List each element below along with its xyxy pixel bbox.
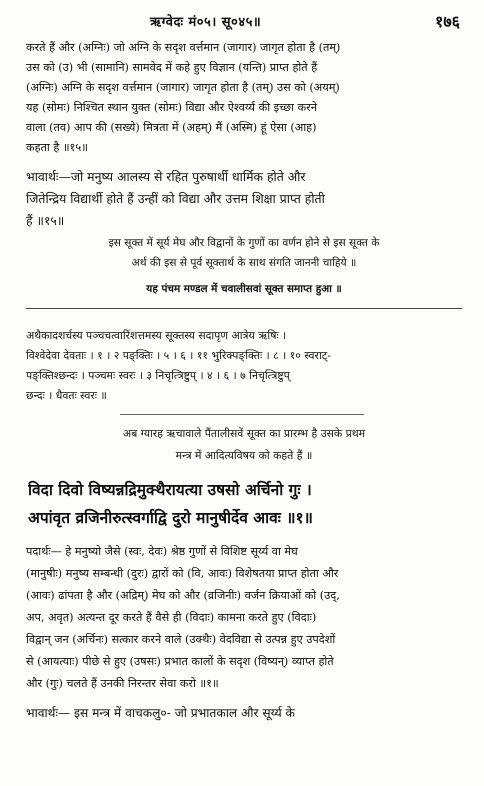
text-line: यह (सोमः) निश्चित स्थान युक्त (सोमः) विद्या और ऐश्वर्य्य की इच्छा करने xyxy=(26,101,317,114)
intro-line: मन्त्र में आदित्यविषय को कहते हैं ॥ xyxy=(175,449,313,462)
text-line: (अग्निः) अग्नि के सदृश वर्त्तमान (जागार) जागृत होता है (तम्) उस को (अयम्) xyxy=(26,81,340,94)
text-line: करते हैं और (अग्निः) जो अग्नि के सदृश वर्त्तमान (जागार) जागृत होता है (तम्) xyxy=(26,41,341,54)
text-line: उस को (उ) भी (सामानि) सामवेद में कहे हुए विज्ञान (यन्ति) प्राप्त होते हैं xyxy=(26,61,318,74)
metadata-line: अथैकादशर्चस्य पञ्चचत्वारिंशत्तमस्य सूक्तस्य सदापृण आत्रेय ऋषिः । xyxy=(26,329,287,342)
sukta-completion: यह पंचम मण्डल में चवालीसवां सूक्त समाप्त हुआ ॥ xyxy=(146,283,342,295)
mantra-line: अपांवृत व्रजिनीरुत्स्वर्गाद्वि दुरो मानुषीर्देव आवः ॥१॥ xyxy=(28,508,313,527)
padartha-line: विद्वान् जन (अर्चिनः) सत्कार करने वाले (उक्थैः) वेदविद्या से उत्पन्न हुए उपदेशों xyxy=(26,633,336,646)
metadata-line: छन्दः । धैवतः स्वरः ॥ xyxy=(26,389,107,402)
padartha-line: से (आयत्याः) पीछे से हुए (उषसः) प्रभात कालों के सदृश (विष्यन्) व्याप्त होते xyxy=(26,655,334,668)
page-header xyxy=(0,10,484,34)
metadata-line: पङ्क्तिश्छन्दः । पञ्चमः स्वरः । ३ निचृत्त्रिष्टुप् । ४ । ६ । ७ निचृत्त्रिष्टुप् xyxy=(26,369,290,382)
bhavartha-line: जितेन्द्रिय विद्यार्थी होते हैं उन्हीं को विद्या और उत्तम शिक्षा प्राप्त होती xyxy=(26,191,325,206)
mantra-line: विदा दिवो विष्यन्नद्रिमुक्थैरायत्या उषसो अर्चिनो गुः । xyxy=(28,480,312,499)
running-title: ऋग्वेदः मं०५। सू०४५॥ xyxy=(150,15,262,30)
text-line: कहता है ॥१५॥ xyxy=(26,141,88,154)
padartha-line: अप, अवृत) अत्यन्त दूर करते हैं वैसे ही (विदाः) कामना करते हुए (विदाः) xyxy=(26,611,317,624)
text-line: वाला (तव) आप की (सख्ये) मित्रता में (अहम्) मैं (अस्मि) हूं ऐसा (आह) xyxy=(26,121,317,134)
padartha-line: पदार्थः— हे मनुष्यो जैसे (स्वः, देवः) श्रेष्ठ गुणों से विशिष्ट सूर्य्य वा मेघ xyxy=(26,545,298,558)
padartha-line: (आवः) ढांपता है और (अद्रिम्) मेघ को और (व्रजिनीः) वर्जन क्रियाओं को (उद्, xyxy=(26,589,340,602)
intro-line: अब ग्यारह ऋचावाले पैंतालीसवें सूक्त का प्रारम्भ है उसके प्रथम xyxy=(122,427,366,440)
padartha-line: और (गुः) चलते हैं उनकी निरन्तर सेवा करो ॥१॥ xyxy=(26,677,219,690)
bhavartha-line: भावार्थः— इस मन्त्र में वाचकलु०- जो प्रभातकाल और सूर्य्य के xyxy=(26,706,295,720)
padartha-line: (मानुषीः) मनुष्य सम्बन्धी (दुरः) द्वारों को (वि, आवः) विशेषतया प्राप्त होता और xyxy=(26,567,339,580)
metadata-line: विश्वेदेवा देवताः । १ । २ पङ्क्तिः । ५ । ६ । ११ भुरिक्पङ्क्तिः । ८ । १० स्वराट्- xyxy=(26,349,331,362)
page-number: १७६ xyxy=(435,12,460,31)
divider xyxy=(26,308,462,309)
summary-line: अर्थ की इस से पूर्व सूक्तार्थ के साथ संगति जाननी चाहिये ॥ xyxy=(131,257,357,269)
divider xyxy=(120,414,364,415)
bhavartha-line: भावार्थः—जो मनुष्य आलस्य से रहित पुरुषार्थी धार्मिक होते और xyxy=(26,169,306,184)
bhavartha-line: हैं ॥१५॥ xyxy=(26,213,65,228)
summary-line: इस सूक्त में सूर्य मेघ और विद्वानों के गुणों का वर्णन होने से इस सूक्त के xyxy=(108,237,380,249)
